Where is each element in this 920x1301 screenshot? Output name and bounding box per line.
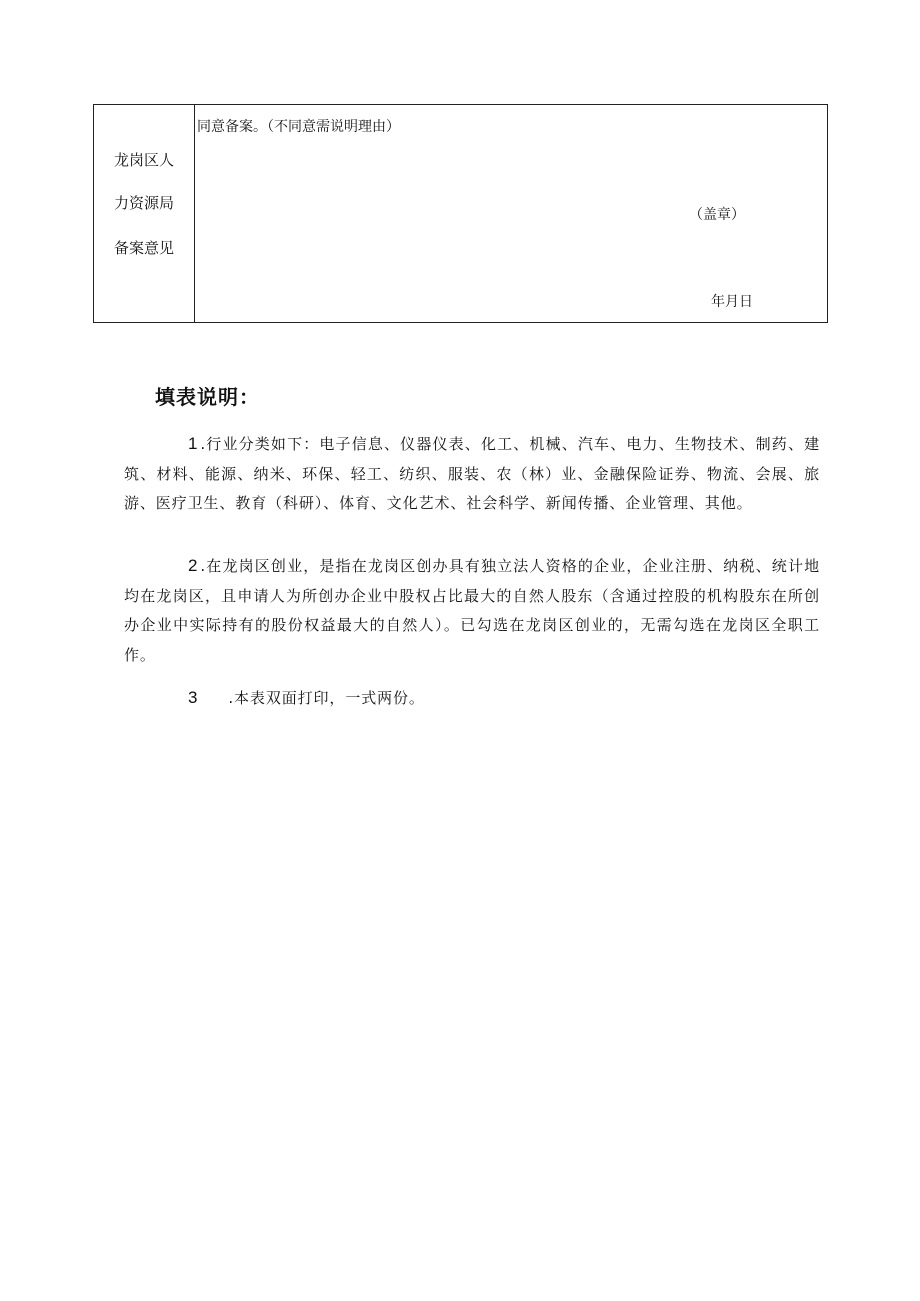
table-label-cell [94,105,195,322]
stamp-label: （盖章） [689,207,745,223]
note-number: 1 [188,434,199,453]
note-item-2 [124,551,820,670]
note-text: .本表双面打印，一式两份。 [228,689,425,707]
table-label-line-3: 备案意见 [113,239,174,257]
date-label: 年月日 [711,294,753,310]
note-item-3 [124,683,820,714]
note-number: 2 [188,556,199,575]
note-text: .在龙岗区创业，是指在龙岗区创办具有独立法人资格的企业，企业注册、纳税、统计地均在龙岗区，且申请人为所创办企业中股权占比最大的自然人股东（含通过控股的机构股东在所创办企业中实际持有的股份权益最大的自然人）。已勾选在龙岗区创业的，无需勾选在龙岗区全职工作。 [124,557,820,664]
opinion-text: 同意备案。（不同意需说明理由） [197,119,400,135]
note-text: .行业分类如下：电子信息、仪器仪表、化工、机械、汽车、电力、生物技术、制药、建筑、材料、能源、纳米、环保、轻工、纺织、服装、农（林）业、金融保险证券、物流、会展、旅游、医疗卫生、教育（科研）、体育、文化艺术、社会科学、新闻传播、企业管理、其他。 [124,435,820,512]
note-item-1 [124,429,820,519]
notes-title: 填表说明： [155,385,260,409]
note-number: 3 [188,688,199,707]
table-label-line-2: 力资源局 [113,194,174,212]
record-opinion-table [93,104,828,323]
table-opinion-cell [195,105,827,322]
table-label-line-1: 龙岗区人 [113,151,174,169]
